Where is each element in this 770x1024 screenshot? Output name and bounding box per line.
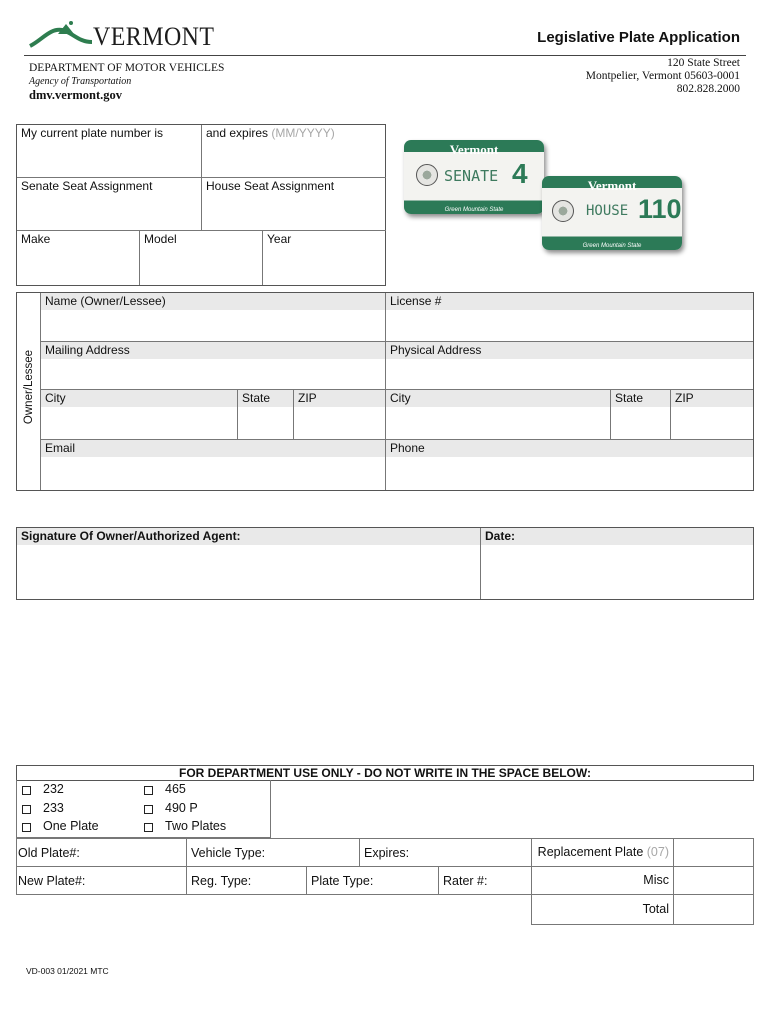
option-one-plate-checkbox[interactable] <box>22 823 31 832</box>
physical-zip-label: ZIP <box>675 391 694 405</box>
year-cell[interactable] <box>263 231 386 285</box>
make-cell[interactable] <box>17 231 140 285</box>
misc-label: Misc <box>643 873 669 887</box>
owner-lessee-side-label: Owner/Lessee <box>23 349 35 425</box>
plate-type-label: Plate Type: <box>311 874 374 888</box>
mailing-state-cell[interactable] <box>238 390 294 440</box>
expires-label: and expires <box>206 126 272 140</box>
department-use-grid <box>16 838 754 925</box>
senate-plate-brand: Vermont <box>449 142 499 157</box>
mailing-address-label: Mailing Address <box>45 343 130 357</box>
mailing-address-cell[interactable] <box>41 342 386 390</box>
phone-cell[interactable] <box>386 440 753 490</box>
option-232-label: 232 <box>43 782 64 796</box>
website-link[interactable]: dmv.vermont.gov <box>29 88 123 102</box>
mailing-zip-cell[interactable] <box>294 390 386 440</box>
total-cell <box>531 894 673 925</box>
mailing-city-label: City <box>45 391 66 405</box>
house-seat-cell[interactable] <box>202 178 386 231</box>
replacement-plate-hint: (07) <box>646 845 669 859</box>
address-line-2: Montpelier, Vermont 05603-0001 <box>585 70 740 82</box>
new-plate-label: New Plate#: <box>18 874 86 888</box>
form-code: VD-003 01/2021 MTC <box>26 966 109 976</box>
physical-state-label: State <box>615 391 644 405</box>
plate-vehicle-section <box>16 124 386 286</box>
phone-label: Phone <box>390 441 425 455</box>
physical-address-cell[interactable] <box>386 342 753 390</box>
reg-type-label: Reg. Type: <box>191 874 252 888</box>
date-label: Date: <box>485 529 516 543</box>
house-plate-number: 110 <box>638 194 682 224</box>
vehicle-type-label: Vehicle Type: <box>191 846 266 860</box>
option-233-checkbox[interactable] <box>22 805 31 814</box>
physical-city-cell[interactable] <box>386 390 611 440</box>
option-two-plates-checkbox[interactable] <box>144 823 153 832</box>
expires-dept-cell[interactable] <box>359 838 531 867</box>
name-label: Name (Owner/Lessee) <box>45 294 166 308</box>
replacement-plate-value[interactable] <box>673 838 754 867</box>
plate-type-cell[interactable] <box>306 866 438 895</box>
department-name: DEPARTMENT OF MOTOR VEHICLES <box>29 62 225 74</box>
email-cell[interactable] <box>41 440 386 490</box>
house-plate-image <box>542 176 682 250</box>
model-cell[interactable] <box>140 231 263 285</box>
option-233-label: 233 <box>43 801 64 815</box>
current-plate-label: My current plate number is <box>21 126 164 140</box>
signature-section <box>16 527 754 600</box>
logo-wordmark: VERMONT <box>93 22 215 51</box>
physical-zip-cell[interactable] <box>671 390 753 440</box>
rater-cell[interactable] <box>438 866 531 895</box>
misc-value[interactable] <box>673 866 754 895</box>
state-seal-icon <box>416 164 438 186</box>
owner-lessee-side-strip <box>17 293 41 490</box>
option-232-checkbox[interactable] <box>22 786 31 795</box>
license-cell[interactable] <box>386 293 753 342</box>
physical-city-label: City <box>390 391 411 405</box>
new-plate-cell[interactable] <box>16 866 186 895</box>
misc-cell <box>531 866 673 895</box>
vehicle-type-cell[interactable] <box>186 838 359 867</box>
senate-plate-word: SENATE <box>444 167 499 185</box>
mailing-state-label: State <box>242 391 271 405</box>
expires-dept-label: Expires: <box>364 846 410 860</box>
senate-seat-label: Senate Seat Assignment <box>21 179 153 193</box>
senate-seat-cell[interactable] <box>17 178 202 231</box>
owner-lessee-section <box>16 292 754 491</box>
model-label: Model <box>144 232 177 246</box>
agency-name: Agency of Transportation <box>29 76 132 87</box>
name-cell[interactable] <box>41 293 386 342</box>
year-label: Year <box>267 232 292 246</box>
senate-plate-motto: Green Mountain State <box>444 207 504 213</box>
option-two-plates-label: Two Plates <box>165 819 227 833</box>
option-465-label: 465 <box>165 782 186 796</box>
house-plate-brand: Vermont <box>587 178 637 193</box>
house-plate-word: HOUSE <box>586 203 629 219</box>
option-one-plate-label: One Plate <box>43 819 99 833</box>
old-plate-label: Old Plate#: <box>18 846 80 860</box>
total-value[interactable] <box>673 894 754 925</box>
address-line-1: 120 State Street <box>667 57 740 69</box>
house-plate-motto: Green Mountain State <box>582 243 642 249</box>
signature-cell[interactable] <box>17 528 481 599</box>
expires-label-wrap <box>202 125 335 141</box>
rater-label: Rater #: <box>443 874 488 888</box>
office-phone: 802.828.2000 <box>676 83 740 95</box>
mailing-city-cell[interactable] <box>41 390 238 440</box>
date-cell[interactable] <box>481 528 753 599</box>
office-address <box>586 57 740 96</box>
header-divider <box>24 55 746 56</box>
physical-address-label: Physical Address <box>390 343 482 357</box>
expires-cell[interactable] <box>202 125 386 178</box>
make-label: Make <box>21 232 51 246</box>
total-label: Total <box>642 902 669 916</box>
current-plate-cell[interactable] <box>17 125 202 178</box>
replacement-plate-label: Replacement Plate <box>537 845 647 859</box>
option-490p-label: 490 P <box>165 801 198 815</box>
mailing-zip-label: ZIP <box>298 391 317 405</box>
option-465-checkbox[interactable] <box>144 786 153 795</box>
physical-state-cell[interactable] <box>611 390 671 440</box>
reg-type-cell[interactable] <box>186 866 306 895</box>
expires-hint: (MM/YYYY) <box>271 126 335 140</box>
email-label: Email <box>45 441 76 455</box>
mountain-logo-icon <box>28 20 94 50</box>
signature-label: Signature Of Owner/Authorized Agent: <box>21 529 241 543</box>
senate-plate-image <box>404 140 544 214</box>
department-use-heading: FOR DEPARTMENT USE ONLY - DO NOT WRITE IN THE SPACE BELOW: <box>178 766 591 780</box>
license-label: License # <box>390 294 442 308</box>
option-490p-checkbox[interactable] <box>144 805 153 814</box>
replacement-plate-cell <box>531 838 673 867</box>
department-use-heading-bar <box>16 765 754 781</box>
senate-plate-number: 4 <box>512 158 528 189</box>
page-title: Legislative Plate Application <box>537 29 740 46</box>
plate-options-box <box>16 780 271 838</box>
old-plate-cell[interactable] <box>16 838 186 867</box>
house-seat-label: House Seat Assignment <box>206 179 335 193</box>
state-seal-icon <box>552 200 574 222</box>
